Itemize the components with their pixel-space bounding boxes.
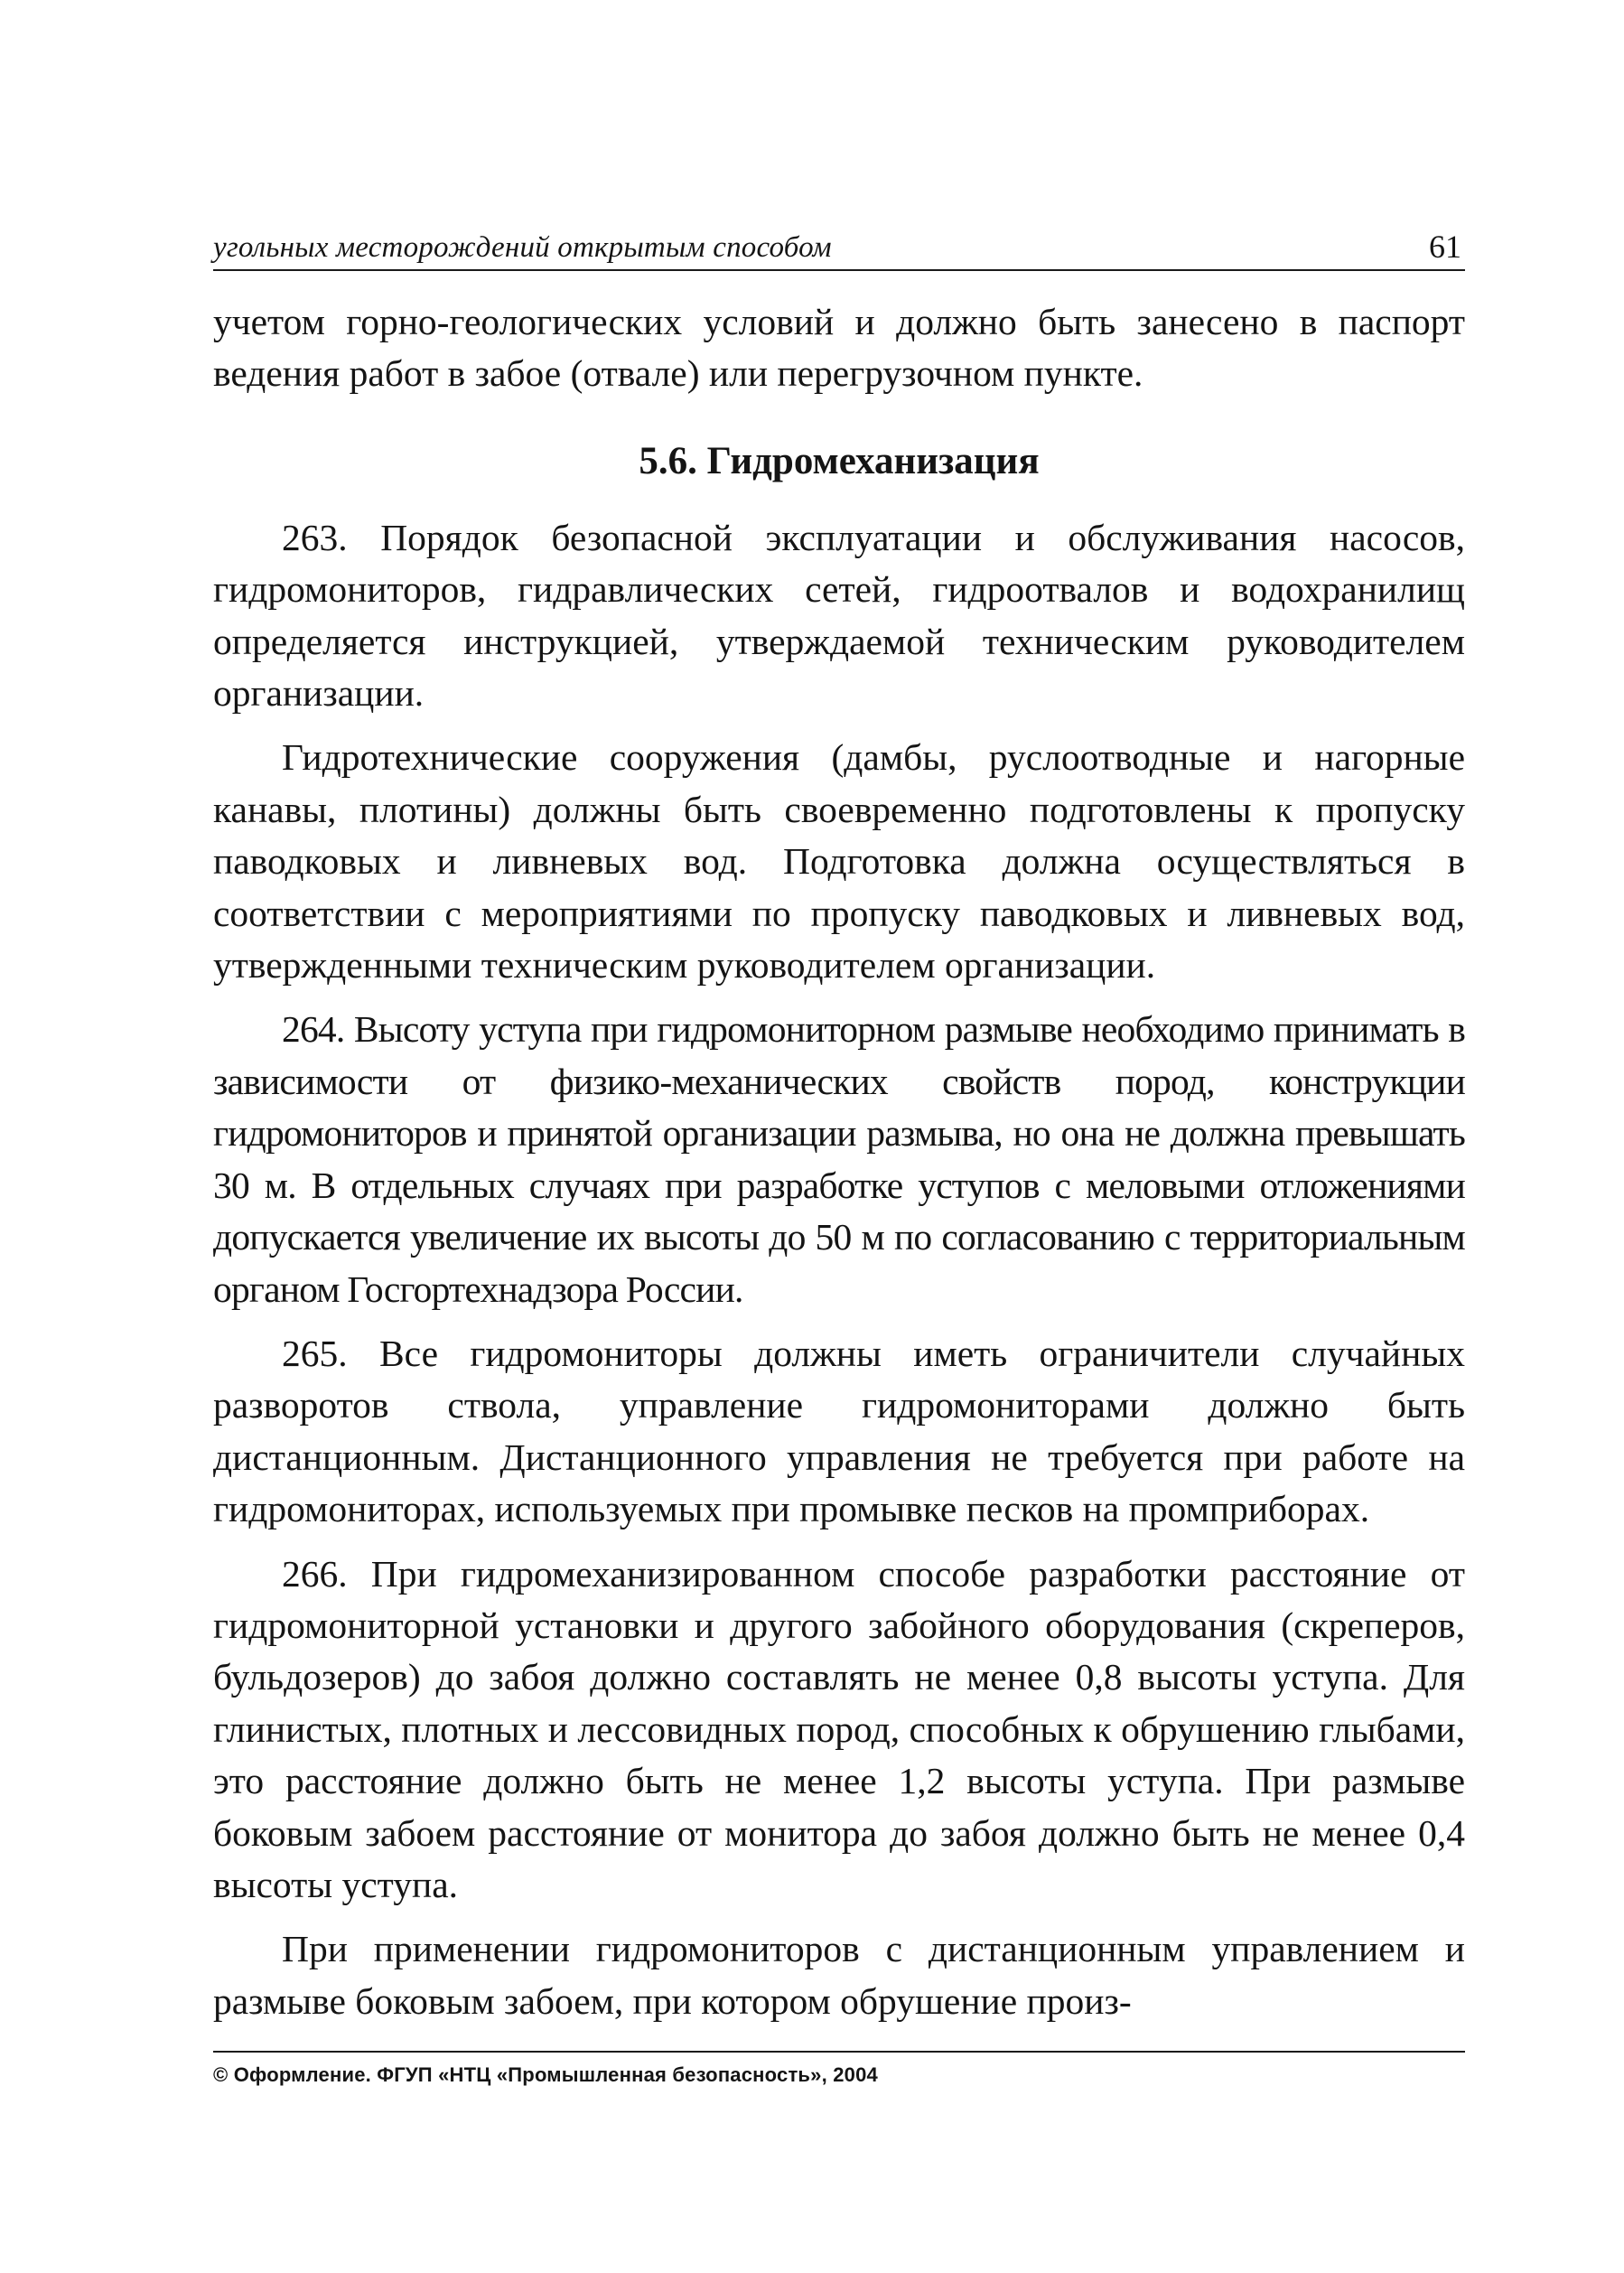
section-heading: 5.6. Гидромеханизация (639, 439, 1040, 482)
footer-rule (213, 2051, 1465, 2053)
paragraph-266: 266. При гидромеханизированном способе разработки расстояние от гидромониторной установки и другого забойного оборудования (скреперов, бульдозеров) до забоя должно составлять не менее 0,8 высоты уступа. Для глинистых, плотных и лессовидных пород, способных к обрушению глыбами, это расстояние должно быть не менее 1,2 высоты уступа. При размыве боковым забоем расстояние от монитора до забоя должно быть не менее 0,4 высоты уступа. (213, 1552, 1465, 1905)
body-text (213, 296, 1465, 2027)
paragraph-265: 265. Все гидромониторы должны иметь ограничители случайных разворотов ствола, управление гидромониторами должно быть дистанционным. Дистанционного управления не требуется при работе на гидромониторах, используемых при промывке песков на промприборах. (213, 1332, 1465, 1530)
paragraph-hydrotechnical-structures: Гидротехнические сооружения (дамбы, руслоотводные и нагорные канавы, плотины) должны быть своевременно подготовлены к пропуску паводковых и ливневых вод. Подготовка должна осуществляться в соответствии с мероприятиями по пропуску паводковых и ливневых вод, утвержденными техническим руководителем организации. (213, 736, 1465, 987)
paragraph-264: 264. Высоту уступа при гидромониторном размыве необходимо принимать в зависимости от физико-механических свойств пород, конструкции гидромониторов и принятой организации размыва, но она не должна превышать 30 м. В отдельных случаях при разработке уступов с меловыми отложениями допускается увеличение их высоты до 50 м по согласованию с территориальным органом Госгортехнадзора России. (213, 1008, 1465, 1310)
running-header (213, 224, 1465, 271)
paragraph-263: 263. Порядок безопасной эксплуатации и обслуживания насосов, гидромониторов, гидравлических сетей, гидроотвалов и водохранилищ определяется инструкцией, утверждаемой техническим руководителем организации. (213, 516, 1465, 715)
continuation-paragraph: учетом горно-геологических условий и должно быть занесено в паспорт ведения работ в забое (отвале) или перегрузочном пункте. (213, 301, 1465, 395)
running-title: угольных месторождений открытым способом (213, 231, 832, 264)
copyright-footer: © Оформление. ФГУП «НТЦ «Промышленная безопасность», 2004 (213, 2063, 878, 2086)
paragraph-remote-control: При применении гидромониторов с дистанционным управлением и размыве боковым забоем, при котором обрушение произ- (213, 1928, 1465, 2022)
page-number: 61 (1429, 229, 1461, 265)
